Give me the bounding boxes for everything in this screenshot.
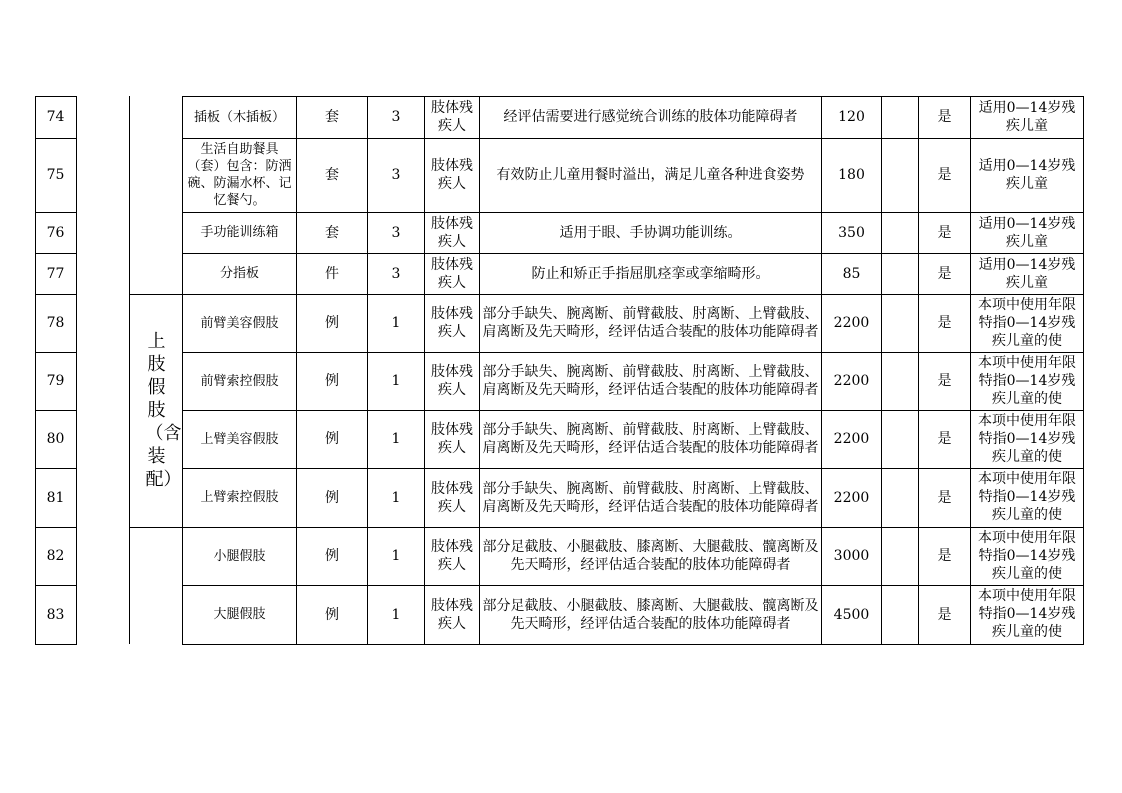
unit: 例 xyxy=(325,489,339,506)
quantity: 3 xyxy=(391,224,401,241)
unit: 例 xyxy=(325,315,339,331)
quantity: 1 xyxy=(391,431,401,447)
blank-cell xyxy=(882,253,918,294)
approved-flag: 是 xyxy=(937,489,952,506)
blank-cell xyxy=(882,212,918,253)
unit: 例 xyxy=(325,548,339,564)
note: 本项中使用年限特指0—14岁残疾儿童的使 xyxy=(978,588,1076,640)
grid-line xyxy=(182,644,1084,645)
table-row xyxy=(0,468,1122,527)
blank-cell xyxy=(882,410,918,468)
row-number: 83 xyxy=(46,606,65,623)
description: 有效防止儿童用餐时溢出，满足儿童各种进食姿势 xyxy=(496,167,805,183)
item-name: 手功能训练箱 xyxy=(200,225,279,240)
quantity: 3 xyxy=(391,265,401,282)
item-name: 分指板 xyxy=(219,266,259,281)
description: 经评估需要进行感觉统合训练的肢体功能障碍者 xyxy=(503,109,798,125)
item-name: 前臂美容假肢 xyxy=(200,315,279,331)
blank-cell xyxy=(882,96,918,138)
target-group: 肢体残疾人 xyxy=(431,215,473,250)
blank-cell xyxy=(882,585,918,644)
note: 适用0—14岁残疾儿童 xyxy=(978,256,1076,291)
note: 本项中使用年限特指0—14岁残疾儿童的使 xyxy=(978,471,1076,523)
price: 2200 xyxy=(833,489,870,506)
row-number: 78 xyxy=(46,315,65,331)
table-row xyxy=(0,212,1122,253)
target-group: 肢体残疾人 xyxy=(431,306,473,340)
target-group: 肢体残疾人 xyxy=(431,364,473,398)
blank-cell xyxy=(882,468,918,527)
unit: 例 xyxy=(325,606,339,623)
price: 350 xyxy=(838,224,865,241)
table-row xyxy=(0,96,1122,138)
quantity: 1 xyxy=(391,548,401,564)
description: 防止和矫正手指屈肌痉挛或挛缩畸形。 xyxy=(531,265,770,282)
item-name: 生活自助餐具（套）包含：防洒碗、防漏水杯、记忆餐勺。 xyxy=(187,142,292,208)
item-name: 上臂美容假肢 xyxy=(200,431,279,447)
description: 部分手缺失、腕离断、前臂截肢、肘离断、上臂截肢、肩离断及先天畸形，经评估适合装配的肢体功能障碍者 xyxy=(482,306,819,340)
note: 本项中使用年限特指0—14岁残疾儿童的使 xyxy=(978,355,1076,407)
note: 适用0—14岁残疾儿童 xyxy=(978,158,1076,192)
price: 4500 xyxy=(833,606,870,623)
approved-flag: 是 xyxy=(937,167,952,183)
price: 2200 xyxy=(833,431,870,447)
row-number: 77 xyxy=(46,265,65,282)
item-name: 前臂索控假肢 xyxy=(200,373,279,389)
target-group: 肢体残疾人 xyxy=(431,100,473,134)
approved-flag: 是 xyxy=(937,548,952,564)
approved-flag: 是 xyxy=(937,373,952,389)
item-name: 上臂索控假肢 xyxy=(200,490,279,505)
note: 适用0—14岁残疾儿童 xyxy=(978,215,1076,250)
blank-cell xyxy=(882,352,918,410)
table-row xyxy=(0,527,1122,585)
note: 适用0—14岁残疾儿童 xyxy=(978,100,1076,134)
price: 180 xyxy=(838,167,865,183)
target-group: 肢体残疾人 xyxy=(431,422,473,456)
approved-flag: 是 xyxy=(937,315,952,331)
quantity: 3 xyxy=(391,109,401,125)
blank-cell xyxy=(882,138,918,212)
table-row xyxy=(0,294,1122,352)
row-number: 82 xyxy=(46,548,65,564)
target-group: 肢体残疾人 xyxy=(431,480,473,515)
table-row xyxy=(0,138,1122,212)
note: 本项中使用年限特指0—14岁残疾儿童的使 xyxy=(978,297,1076,349)
blank-cell xyxy=(882,527,918,585)
unit: 例 xyxy=(325,373,339,389)
unit: 套 xyxy=(325,109,339,125)
price: 2200 xyxy=(833,373,870,389)
approved-flag: 是 xyxy=(937,224,952,241)
price: 120 xyxy=(838,109,865,125)
table-row xyxy=(0,585,1122,644)
table-row xyxy=(0,253,1122,294)
row-number: 75 xyxy=(46,167,65,183)
table-row xyxy=(0,352,1122,410)
blank-cell xyxy=(882,294,918,352)
approved-flag: 是 xyxy=(937,265,952,282)
description: 部分手缺失、腕离断、前臂截肢、肘离断、上臂截肢、肩离断及先天畸形，经评估适合装配的肢体功能障碍者 xyxy=(482,422,819,456)
category-label: 上肢假肢（含装配） xyxy=(145,331,182,490)
description: 部分足截肢、小腿截肢、膝离断、大腿截肢、髋离断及先天畸形，经评估适合装配的肢体功能障碍者 xyxy=(482,597,819,632)
row-number: 74 xyxy=(46,109,65,125)
row-number: 79 xyxy=(46,373,65,389)
row-number: 76 xyxy=(46,224,65,241)
item-name: 大腿假肢 xyxy=(213,607,266,622)
description: 部分手缺失、腕离断、前臂截肢、肘离断、上臂截肢、肩离断及先天畸形，经评估适合装配的肢体功能障碍者 xyxy=(482,364,819,398)
approved-flag: 是 xyxy=(937,606,952,623)
description: 部分手缺失、腕离断、前臂截肢、肘离断、上臂截肢、肩离断及先天畸形，经评估适合装配的肢体功能障碍者 xyxy=(482,480,819,515)
note: 本项中使用年限特指0—14岁残疾儿童的使 xyxy=(978,530,1076,582)
price: 3000 xyxy=(833,548,870,564)
target-group: 肢体残疾人 xyxy=(431,597,473,632)
quantity: 3 xyxy=(391,167,401,183)
description: 部分足截肢、小腿截肢、膝离断、大腿截肢、髋离断及先天畸形，经评估适合装配的肢体功能障碍者 xyxy=(482,539,819,573)
description: 适用于眼、手协调功能训练。 xyxy=(559,224,742,241)
target-group: 肢体残疾人 xyxy=(431,256,473,291)
row-number: 81 xyxy=(46,489,65,506)
row-number: 80 xyxy=(46,431,65,447)
grid-line xyxy=(35,644,77,645)
unit: 例 xyxy=(325,431,339,447)
item-name: 插板（木插板） xyxy=(193,109,285,125)
quantity: 1 xyxy=(391,315,401,331)
note: 本项中使用年限特指0—14岁残疾儿童的使 xyxy=(978,413,1076,465)
quantity: 1 xyxy=(391,606,401,623)
target-group: 肢体残疾人 xyxy=(431,158,473,192)
approved-flag: 是 xyxy=(937,109,952,125)
approved-flag: 是 xyxy=(937,431,952,447)
table-row xyxy=(0,410,1122,468)
quantity: 1 xyxy=(391,373,401,389)
target-group: 肢体残疾人 xyxy=(431,539,473,573)
item-name: 小腿假肢 xyxy=(213,548,266,564)
price: 2200 xyxy=(833,315,870,331)
price: 85 xyxy=(842,265,861,282)
unit: 套 xyxy=(325,224,339,241)
unit: 件 xyxy=(325,265,339,282)
unit: 套 xyxy=(325,167,339,183)
quantity: 1 xyxy=(391,489,401,506)
